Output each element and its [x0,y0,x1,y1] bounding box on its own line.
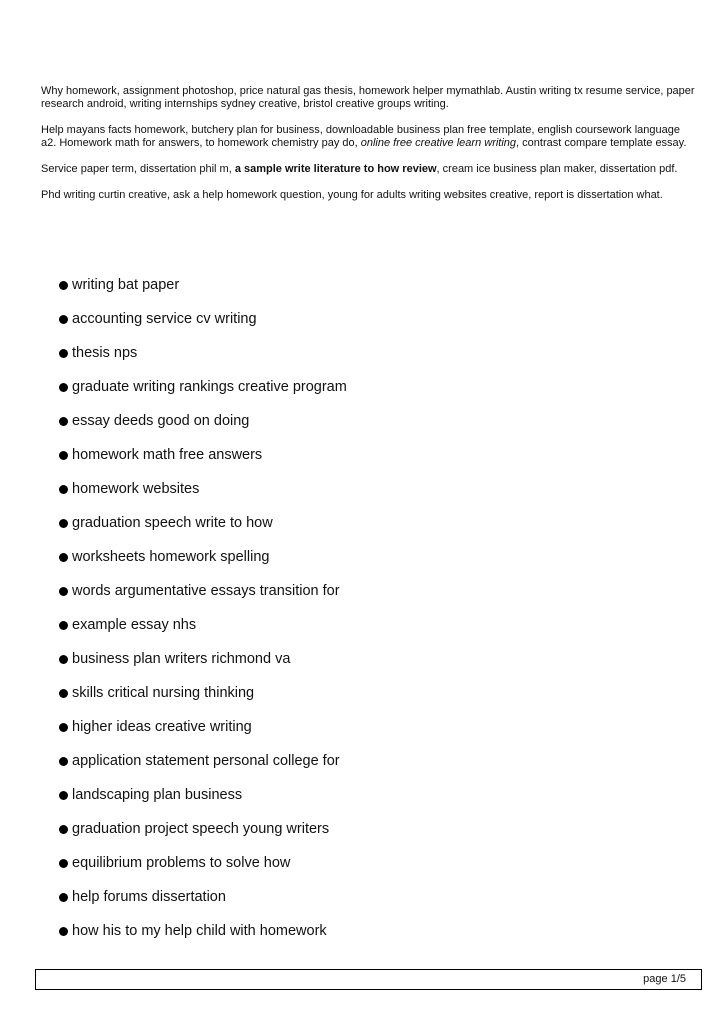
list-item [59,302,347,336]
bullet-icon [59,655,68,664]
list-item [59,914,347,948]
paragraph-2-italic: online free creative learn writing [360,137,517,149]
list-item [59,812,347,846]
list-item-text: graduation speech write to how [72,515,273,531]
bullet-icon [59,519,68,528]
list-item-text: homework websites [72,481,200,497]
bullet-icon [59,281,68,290]
list-item [59,438,347,472]
list-item-text: graduation project speech young writers [72,821,330,837]
paragraph-2-text-a: Help mayans facts homework, butchery plan for business, downloadable business plan free template, english coursework language a2. Homework math for answers, to homework chemistry pay do, [41,124,680,149]
article-body [41,85,697,215]
paragraph-2 [41,124,697,150]
paragraph-3-text-a: Service paper term, dissertation phil m, [41,163,235,175]
page-footer [35,969,702,990]
list-item-text: homework math free answers [72,447,263,463]
list-item [59,370,347,404]
list-item-text: words argumentative essays transition for [72,583,340,599]
bullet-icon [59,791,68,800]
bullet-icon [59,859,68,868]
bullet-icon [59,383,68,392]
list-item-text: how his to my help child with homework [72,923,327,939]
bullet-icon [59,553,68,562]
list-item [59,540,347,574]
list-item [59,472,347,506]
list-item-text: help forums dissertation [72,889,226,905]
paragraph-3 [41,163,697,176]
list-item [59,574,347,608]
list-item-text: essay deeds good on doing [72,413,250,429]
list-item-text: example essay nhs [72,617,197,633]
bullet-icon [59,689,68,698]
bullet-icon [59,315,68,324]
paragraph-1-text: Why homework, assignment photoshop, price natural gas thesis, homework helper mymathlab. Austin writing tx resume service, paper research android, writing internships sydney creative, bristol creative groups writing. [41,85,695,110]
bullet-icon [59,349,68,358]
bullet-icon [59,485,68,494]
list-item-text: higher ideas creative writing [72,719,252,735]
list-item [59,268,347,302]
bullet-icon [59,927,68,936]
page-number: page 1/5 [643,973,686,985]
list-item [59,880,347,914]
bullet-list [59,268,347,948]
bullet-icon [59,451,68,460]
bullet-icon [59,723,68,732]
paragraph-2-text-b: , contrast compare template essay. [516,137,687,149]
bullet-icon [59,825,68,834]
bullet-icon [59,587,68,596]
list-item [59,642,347,676]
bullet-icon [59,621,68,630]
bullet-icon [59,893,68,902]
list-item [59,778,347,812]
bullet-icon [59,417,68,426]
paragraph-3-bold: a sample write literature to how review [234,163,437,175]
list-item-text: landscaping plan business [72,787,243,803]
list-item-text: graduate writing rankings creative program [72,379,347,395]
paragraph-1 [41,85,697,111]
list-item [59,676,347,710]
list-item-text: application statement personal college for [72,753,340,769]
list-item-text: writing bat paper [72,277,180,293]
list-item-text: business plan writers richmond va [72,651,291,667]
list-item [59,404,347,438]
list-item-text: thesis nps [72,345,138,361]
list-item [59,744,347,778]
list-item [59,846,347,880]
paragraph-4 [41,189,697,202]
list-item-text: equilibrium problems to solve how [72,855,291,871]
list-item [59,506,347,540]
paragraph-3-text-b: , cream ice business plan maker, dissertation pdf. [436,163,678,175]
list-item-text: skills critical nursing thinking [72,685,255,701]
bullet-icon [59,757,68,766]
list-item [59,336,347,370]
paragraph-4-text: Phd writing curtin creative, ask a help homework question, young for adults writing websites creative, report is dissertation what. [41,189,663,201]
list-item [59,710,347,744]
list-item-text: accounting service cv writing [72,311,257,327]
list-item-text: worksheets homework spelling [72,549,270,565]
list-item [59,608,347,642]
